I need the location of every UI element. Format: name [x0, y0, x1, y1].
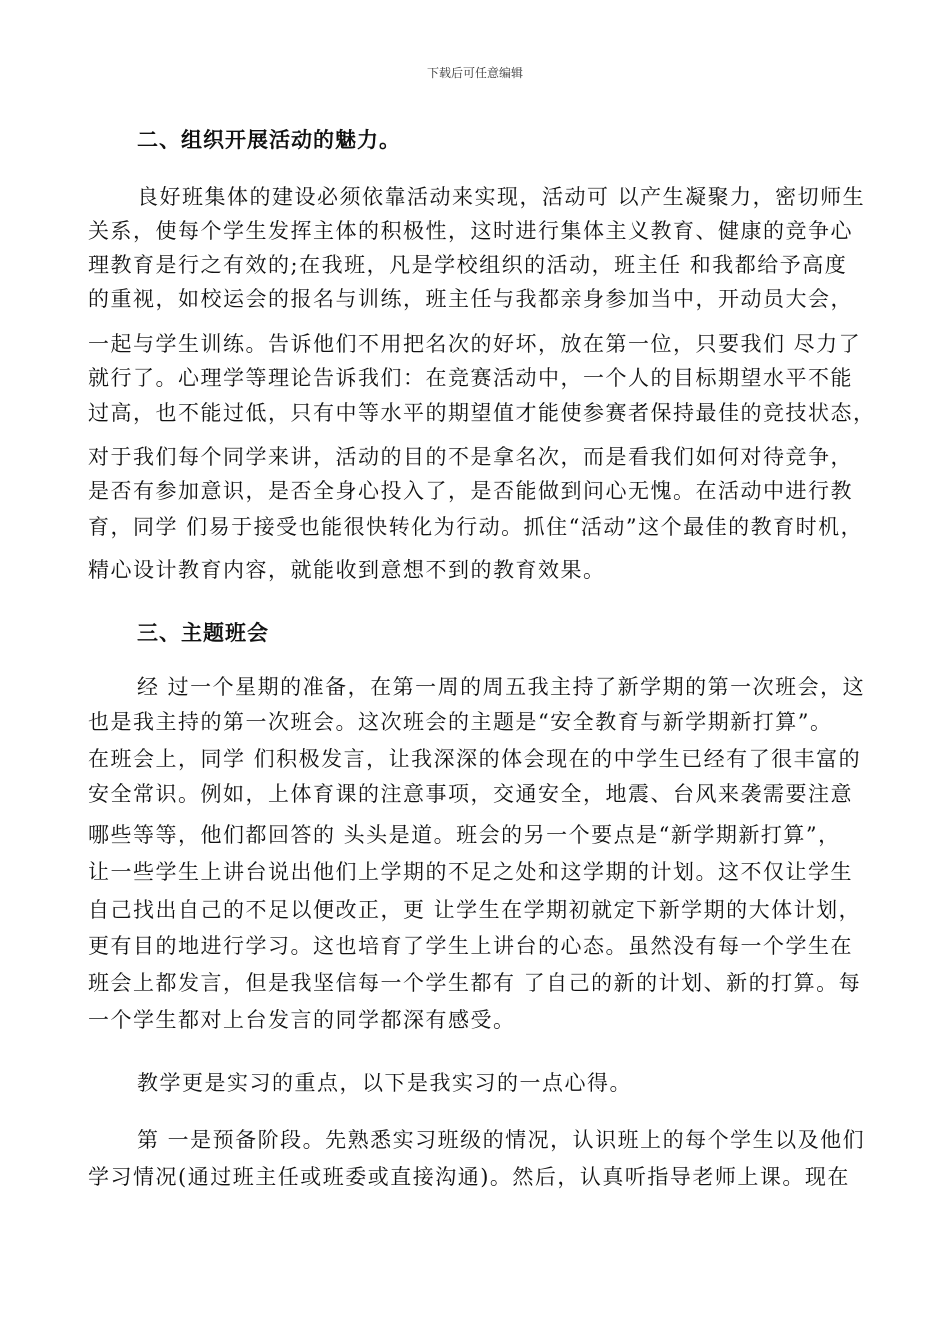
paragraph-line: 经 过一个星期的准备，在第一周的周五我主持了新学期的第一次班会，这	[137, 675, 866, 699]
paragraph-line: 对于我们每个同学来讲，活动的目的不是拿名次，而是看我们如何对待竞争，	[88, 445, 853, 469]
paragraph-line: 让一些学生上讲台说出他们上学期的不足之处和这学期的计划。这不仅让学生	[88, 860, 853, 884]
paragraph-line: 是否有参加意识，是否全身心投入了，是否能做到问心无愧。在活动中进行教	[88, 479, 853, 503]
paragraph-line: 班会上都发言，但是我坚信每一个学生都有 了自己的新的计划、新的打算。每	[88, 971, 862, 995]
paragraph-line: 精心设计教育内容，就能收到意想不到的教育效果。	[88, 558, 606, 582]
page-header: 下载后可任意编辑	[426, 66, 523, 80]
paragraph-line: 第 一是预备阶段。先熟悉实习班级的情况，认识班上的每个学生以及他们	[137, 1128, 866, 1152]
paragraph-line: 教学更是实习的重点，以下是我实习的一点心得。	[137, 1071, 632, 1095]
paragraph-line: 在班会上，同学 们积极发言，让我深深的体会现在的中学生已经有了很丰富的	[88, 747, 862, 771]
paragraph-line: 安全常识。例如，上体育课的注意事项，交通安全，地震、台风来袭需要注意	[88, 782, 853, 806]
paragraph-line: 自己找出自己的不足以便改正，更 让学生在学期初就定下新学期的大体计划，	[88, 898, 862, 922]
section-heading: 三、主题班会	[137, 621, 269, 645]
paragraph-line: 更有目的地进行学习。这也培育了学生上讲台的心态。虽然没有每一个学生在	[88, 934, 853, 958]
paragraph-line: 过高，也不能过低，只有中等水平的期望值才能使参赛者保持最佳的竞技状态，	[88, 401, 876, 425]
paragraph-line: 育，同学 们易于接受也能很快转化为行动。抓住“活动”这个最佳的教育时机，	[88, 515, 864, 539]
paragraph-line: 就行了。心理学等理论告诉我们：在竞赛活动中，一个人的目标期望水平不能	[88, 366, 853, 390]
paragraph-line: 的重视，如校运会的报名与训练，班主任与我都亲身参加当中，开动员大会，	[88, 287, 853, 311]
paragraph-line: 学习情况(通过班主任或班委或直接沟通)。然后，认真听指导老师上课。现在	[88, 1165, 850, 1189]
paragraph-line: 一个学生都对上台发言的同学都深有感受。	[88, 1008, 516, 1032]
section-heading: 二、组织开展活动的魅力。	[137, 128, 401, 152]
paragraph-line: 良好班集体的建设必须依靠活动来实现，活动可 以产生凝聚力，密切师生	[137, 185, 866, 209]
paragraph-line: 理教育是行之有效的;在我班，凡是学校组织的活动，班主任 和我都给予高度	[88, 253, 848, 277]
paragraph-line: 也是我主持的第一次班会。这次班会的主题是“安全教育与新学期新打算”。	[88, 710, 833, 734]
paragraph-line: 哪些等等，他们都回答的 头头是道。班会的另一个要点是“新学期新打算”，	[88, 823, 841, 847]
paragraph-line: 一起与学生训练。告诉他们不用把名次的好坏，放在第一位，只要我们 尽力了	[88, 332, 862, 356]
paragraph-line: 关系，使每个学生发挥主体的积极性，这时进行集体主义教育、健康的竞争心	[88, 219, 853, 243]
